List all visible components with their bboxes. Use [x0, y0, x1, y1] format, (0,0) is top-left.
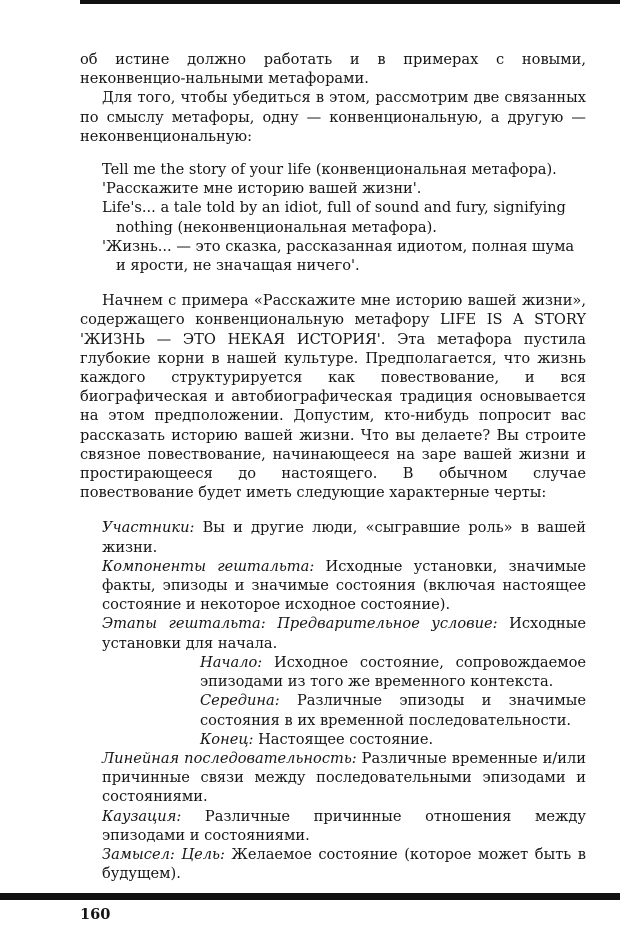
gestalt-causation: [102, 807, 586, 845]
gestalt-beginning: [200, 653, 586, 691]
linear-label: Линейная последовательность:: [102, 749, 357, 767]
middle-label: Середина:: [200, 692, 280, 710]
linear-text: Различные временные и/или причинные связи между последовательными эпизодами и состояниями.: [102, 749, 586, 806]
intro-paragraph: Для того, чтобы убедиться в этом, рассмотрим две связанных по смыслу метафоры, одну — конвенциональную, а другую — неконвенциональную:: [80, 89, 586, 145]
page-body: [80, 50, 586, 925]
causation-label: Каузация:: [102, 807, 182, 825]
precondition-text: Исходные установки для начала.: [102, 615, 586, 652]
example-russian-2: 'Жизнь... — это сказка, рассказанная идиотом, полная шума и ярости, не значащая ничего'.: [102, 237, 575, 275]
gestalt-linear: [102, 749, 586, 807]
examples-block: [102, 160, 586, 275]
gestalt-stages: [102, 614, 586, 652]
precondition-label: Предварительное условие:: [277, 615, 498, 633]
causation-text: Различные причинные отношения между эпизодами и состояниями.: [102, 807, 586, 844]
example-english-1: Tell me the story of your life (конвенциональная метафора).: [102, 161, 557, 179]
middle-text: Различные эпизоды и значимые состояния в их временной последовательности.: [200, 692, 587, 729]
gestalt-list: [80, 518, 586, 883]
beginning-label: Начало:: [200, 653, 263, 671]
main-paragraph: Начнем с примера «Расскажите мне историю вашей жизни», содержащего конвенциональную метафору LIFE IS A STORY 'ЖИЗНЬ — ЭТО НЕКАЯ ИСТОРИЯ'. Эта метафора пустила глубокие корни в нашей культуре. Предполагается, что жизнь каждого структурируется как повествование, и вся биографическая и автобиографическая традиция основывается на этом предположении. Допустим, кто-нибудь попросит вас рассказать историю вашей жизни. Что вы делаете? Вы строите связное повествование, начинающееся на заре вашей жизни и простирающееся до настоящего. В обычном случае повествование будет иметь следующие характерные черты:: [80, 292, 586, 502]
components-label: Компоненты гештальта:: [102, 557, 315, 575]
gestalt-purpose: [102, 845, 586, 883]
gestalt-middle: [200, 691, 586, 729]
bottom-rule: [0, 893, 620, 900]
components-text: Исходные установки, значимые факты, эпизоды и значимые состояния (включая настоящее состояние и некоторое исходное состояние).: [102, 557, 586, 614]
top-rule: [80, 0, 620, 4]
purpose-label: Замысел: Цель:: [102, 845, 225, 863]
continuation-paragraph: об истине должно работать и в примерах с новыми, неконвенцио-нальными метафорами.: [80, 51, 586, 88]
example-english-2: Life's... a tale told by an idiot, full of sound and fury, signifying nothing (неконвенциональная метафора).: [102, 199, 566, 236]
purpose-text: Желаемое состояние (которое может быть в будущем).: [102, 845, 586, 883]
gestalt-participants: [102, 518, 586, 556]
end-text: Настоящее состояние.: [258, 730, 434, 748]
gestalt-components: [102, 557, 586, 615]
example-russian-1: 'Расскажите мне историю вашей жизни'.: [102, 180, 422, 198]
gestalt-end: [200, 730, 586, 749]
page-number: 160: [80, 906, 111, 924]
beginning-text: Исходное состояние, сопровождаемое эпизодами из того же временного контекста.: [200, 653, 586, 691]
end-label: Конец:: [200, 730, 254, 748]
stages-label: Этапы гештальта:: [102, 615, 266, 633]
participants-label: Участники:: [102, 519, 195, 537]
participants-text: Вы и другие люди, «сыгравшие роль» в вашей жизни.: [102, 519, 587, 556]
